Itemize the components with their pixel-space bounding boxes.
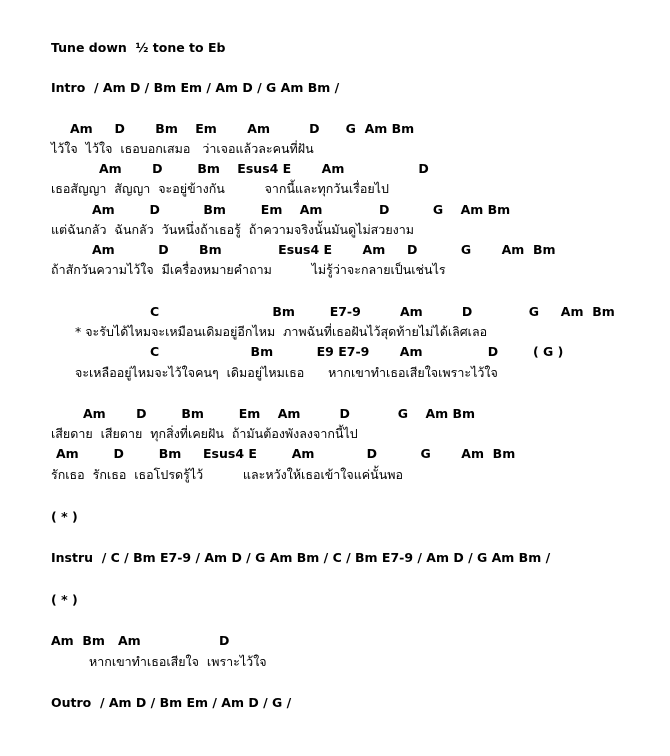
intro-line: Intro / Am D / Bm Em / Am D / G Am Bm /: [51, 80, 340, 95]
verse2-chords-2: Am D Bm Esus4 E Am D G Am Bm: [56, 446, 516, 461]
verse1-chords-3: Am D Bm Em Am D G Am Bm: [92, 202, 511, 217]
repeat-marker-2: ( * ): [51, 592, 78, 607]
verse1-chords-4: Am D Bm Esus4 E Am D G Am Bm: [92, 242, 556, 257]
verse1-chords-1: Am D Bm Em Am D G Am Bm: [70, 121, 415, 136]
chorus-chords-2: C Bm E9 E7-9 Am D ( G ): [150, 344, 564, 359]
ending-lyric: หากเขาทำเธอเสียใจ เพราะไว้ใจ: [89, 654, 267, 669]
tuning-note: Tune down ½ tone to Eb: [51, 40, 226, 55]
chorus-lyric-2: จะเหลืออยู่ไหมจะไว้ใจคนๆ เดิมอยู่ไหมเธอ หากเขาทำเธอเสียใจเพราะไว้ใจ: [75, 365, 498, 380]
instrumental-line: Instru / C / Bm E7-9 / Am D / G Am Bm / C / Bm E7-9 / Am D / G Am Bm /: [51, 550, 551, 565]
chorus-chords-1: C Bm E7-9 Am D G Am Bm: [150, 304, 615, 319]
repeat-marker-1: ( * ): [51, 509, 78, 524]
verse1-lyric-4: ถ้าสักวันความไว้ใจ มีเครื่องหมายคำถาม ไม่รู้ว่าจะกลายเป็นเช่นไร: [51, 262, 446, 277]
outro-line: Outro / Am D / Bm Em / Am D / G /: [51, 695, 292, 710]
verse2-lyric-1: เสียดาย เสียดาย ทุกสิ่งที่เคยฝัน ถ้ามันต้องพังลงจากนี้ไป: [51, 426, 358, 441]
verse1-lyric-1: ไว้ใจ ไว้ใจ เธอบอกเสมอ ว่าเจอแล้วละคนที่ฝัน: [51, 141, 314, 156]
verse1-lyric-2: เธอสัญญา สัญญา จะอยู่ข้างกัน จากนี้และทุกวันเรื่อยไป: [51, 181, 389, 196]
verse1-lyric-3: แต่ฉันกลัว ฉันกลัว วันหนึ่งถ้าเธอรู้ ถ้าความจริงนั้นมันดูไม่สวยงาม: [51, 222, 415, 237]
chorus-lyric-1: * จะรับได้ไหมจะเหมือนเดิมอยู่อีกไหม ภาพฉันที่เธอฝันไว้สุดท้ายไม่ได้เลิศเลอ: [75, 324, 488, 339]
ending-chords: Am Bm Am D: [51, 633, 230, 648]
verse2-chords-1: Am D Bm Em Am D G Am Bm: [83, 406, 476, 421]
verse1-chords-2: Am D Bm Esus4 E Am D: [99, 161, 429, 176]
verse2-lyric-2: รักเธอ รักเธอ เธอโปรดรู้ไว้ และหวังให้เธอเข้าใจแค่นั้นพอ: [51, 467, 403, 482]
